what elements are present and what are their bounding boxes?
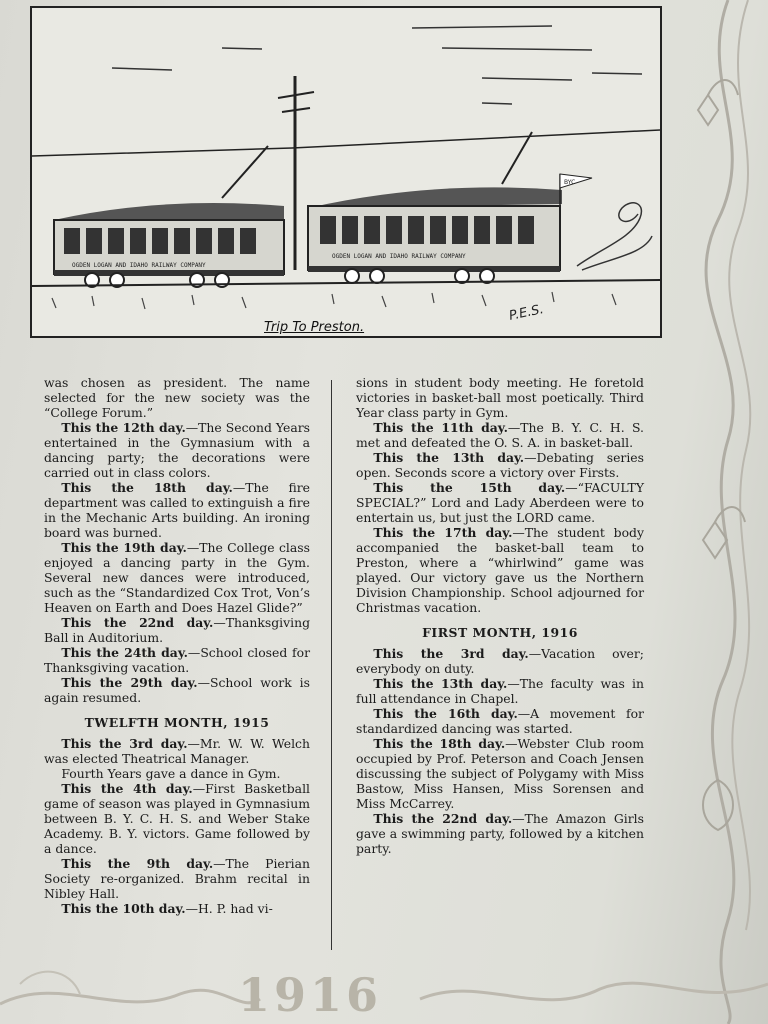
diary-entry: This the 4th day.—First Basketball game of season was played in Gymnasium between B. Y. C. H. S. and Weber Stake Academy. B. Y. victors. Game followed by a dance.: [44, 781, 310, 856]
paragraph: sions in student body meeting. He foretold victories in basket-ball most poetically. Third Year class party in Gym.: [356, 375, 644, 420]
diary-entry: This the 12th day.—The Second Years entertained in the Gymnasium with a dancing party; the decorations were carried out in class colors.: [44, 420, 310, 480]
diary-entry: This the 17th day.—The student body accompanied the basket-ball team to Preston, where a “whirlwind” game was played. Our victory gave us the Northern Division Championship. School adjourned for Christmas vacation.: [356, 525, 644, 615]
left-car-sign: OGDEN LOGAN AND IDAHO RAILWAY COMPANY: [72, 262, 206, 269]
column-divider: [331, 380, 332, 950]
trolley-drawing: [32, 8, 660, 336]
paragraph: was chosen as president. The name selected for the new society was the “College Forum.”: [44, 375, 310, 420]
diary-entry: This the 15th day.—“FACULTY SPECIAL?” Lord and Lady Aberdeen were to entertain us, but just the LORD came.: [356, 480, 644, 525]
footer-year-ornament: 1916: [238, 968, 383, 1022]
right-trolley-car: [308, 174, 592, 283]
diary-entry: This the 22nd day.—The Amazon Girls gave a swimming party, followed by a kitchen party.: [356, 811, 644, 856]
left-trolley-car: [54, 203, 284, 287]
flag-text: BYC: [564, 179, 576, 186]
diary-entry: This the 3rd day.—Mr. W. W. Welch was elected Theatrical Manager.: [44, 736, 310, 766]
diary-entry: This the 3rd day.—Vacation over; everybody on duty.: [356, 646, 644, 676]
month-heading: FIRST MONTH, 1916: [422, 625, 578, 640]
illustration-caption: Trip To Preston.: [264, 320, 365, 335]
diary-entry: This the 18th day.—Webster Club room occupied by Prof. Peterson and Coach Jensen discussing the subject of Polygamy with Miss Bastow, Miss Hansen, Miss Sorensen and Miss McCarrey.: [356, 736, 644, 811]
diary-entry: This the 9th day.—The Pierian Society re-organized. Brahm recital in Nibley Hall.: [44, 856, 310, 901]
month-heading: TWELFTH MONTH, 1915: [84, 715, 270, 730]
diary-entry: This the 29th day.—School work is again resumed.: [44, 675, 310, 705]
diary-entry: This the 22nd day.—Thanksgiving Ball in Auditorium.: [44, 615, 310, 645]
trolley-illustration: [30, 6, 662, 338]
diary-entry: This the 10th day.—H. P. had vi-: [61, 901, 273, 916]
right-column: [356, 375, 644, 856]
diary-entry: This the 13th day.—The faculty was in full attendance in Chapel.: [356, 676, 644, 706]
diary-entry: This the 16th day.—A movement for standardized dancing was started.: [356, 706, 644, 736]
diary-entry: This the 19th day.—The College class enjoyed a dancing party in the Gym. Several new dances were introduced, such as the “Standardized Cox Trot, Von’s Heaven on Earth and Does Hazel Glide?”: [44, 540, 310, 615]
artist-signature: P.E.S.: [507, 301, 545, 324]
bottom-vine-ornament: [0, 954, 768, 1024]
left-column: [44, 375, 310, 916]
floral-border-ornament: [658, 0, 768, 1024]
diary-entry: This the 18th day.—The fire department was called to extinguish a fire in the Mechanic Arts building. An ironing board was burned.: [44, 480, 310, 540]
diary-entry: This the 11th day.—The B. Y. C. H. S. met and defeated the O. S. A. in basket-ball.: [356, 420, 644, 450]
diary-entry: This the 24th day.—School closed for Thanksgiving vacation.: [44, 645, 310, 675]
diary-entry: This the 13th day.—Debating series open. Seconds score a victory over Firsts.: [356, 450, 644, 480]
diary-entry: Fourth Years gave a dance in Gym.: [61, 766, 281, 781]
right-car-sign: OGDEN LOGAN AND IDAHO RAILWAY COMPANY: [332, 253, 466, 260]
